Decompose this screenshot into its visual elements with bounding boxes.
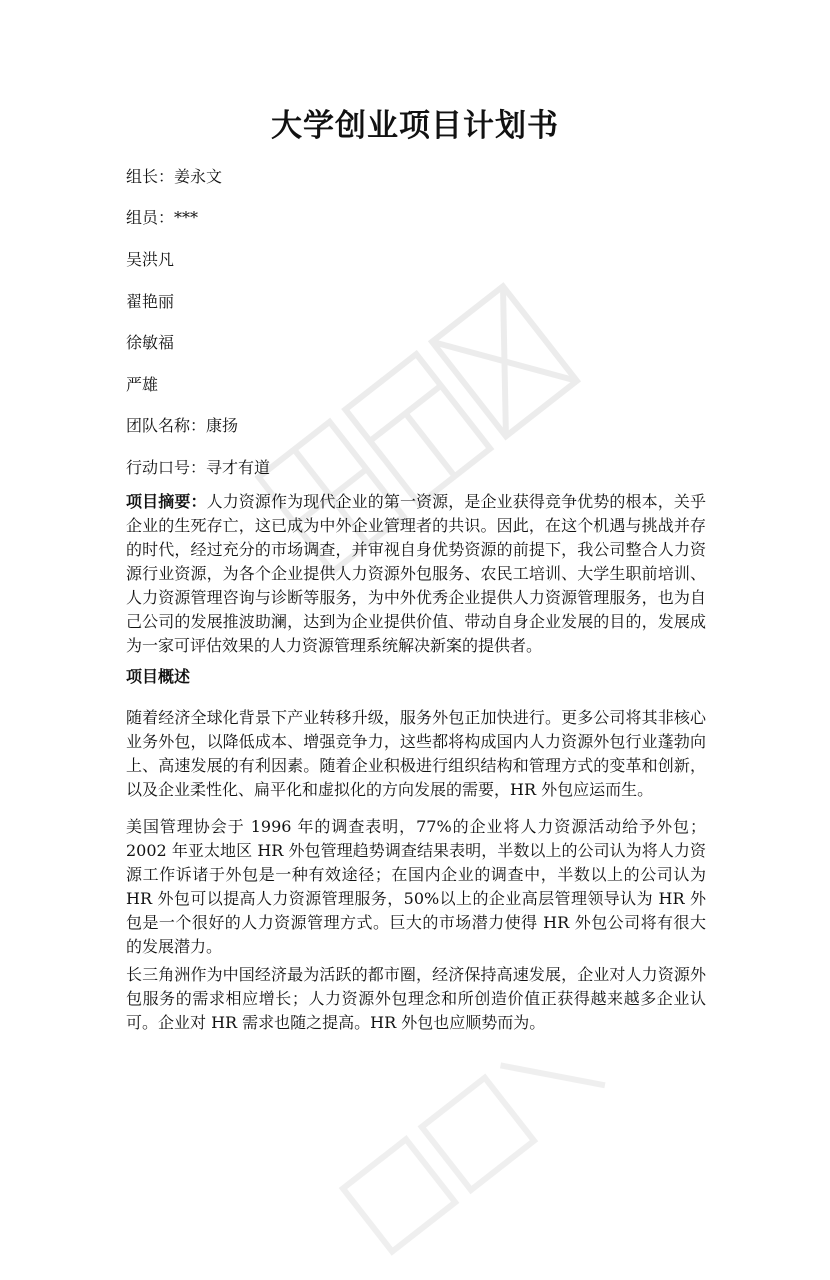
member-name-line: 徐敏福 xyxy=(126,333,175,352)
overview-paragraph: 长三角洲作为中国经济最为活跃的都市圈，经济保持高速发展，企业对人力资源外包服务的需求相应增长；人力资源外包理念和所创造价值正获得越来越多企业认可。企业对 HR 需求也随之提高。HR 外包也应顺势而为。 xyxy=(126,965,706,1032)
slogan-line: 行动口号：寻才有道 xyxy=(126,458,271,477)
watermark-bottom-icon xyxy=(315,1000,625,1279)
member-name-line: 翟艳丽 xyxy=(126,292,175,311)
overview-heading: 项目概述 xyxy=(126,667,191,686)
overview-paragraph: 美国管理协会于 1996 年的调查表明，77%的企业将人力资源活动给予外包；2002 年亚太地区 HR 外包管理趋势调查结果表明，半数以上的公司认为将人力资源工作诉诸于外包是一种有效途径；在国内企业的调查中，半数以上的公司认为 HR 外包可以提高人力资源管理服务，50%以上的企业高层管理领导认为 HR 外包是一个很好的人力资源管理方式。巨大的市场潜力使得 HR 外包公司将有很大的发展潜力。 xyxy=(126,817,706,956)
summary-label: 项目摘要： xyxy=(126,492,207,511)
summary-paragraph xyxy=(126,490,706,658)
member-name-line: 吴洪凡 xyxy=(126,250,175,269)
team-leader-line: 组长：姜永文 xyxy=(126,167,223,186)
team-members-line: 组员：*** xyxy=(126,208,199,227)
overview-paragraph: 随着经济全球化背景下产业转移升级，服务外包正加快进行。更多公司将其非核心业务外包，以降低成本、增强竞争力，这些都将构成国内人力资源外包行业蓬勃向上、高速发展的有利因素。随着企业积极进行组织结构和管理方式的变革和创新，以及企业柔性化、扁平化和虚拟化的方向发展的需要，HR 外包应运而生。 xyxy=(126,708,706,799)
member-name-line: 严雄 xyxy=(126,375,159,394)
team-name-line: 团队名称：康扬 xyxy=(126,416,239,435)
document-title: 大学创业项目计划书 xyxy=(271,108,559,144)
summary-text: 人力资源作为现代企业的第一资源，是企业获得竞争优势的根本，关乎企业的生死存亡，这已成为中外企业管理者的共识。因此，在这个机遇与挑战并存的时代，经过充分的市场调查，并审视自身优势资源的前提下，我公司整合人力资源行业资源，为各个企业提供人力资源外包服务、农民工培训、大学生职前培训、人力资源管理咨询与诊断等服务，为中外优秀企业提供人力资源管理服务，也为自己公司的发展推波助澜，达到为企业提供价值、带动自身企业发展的目的，发展成为一家可评估效果的人力资源管理系统解决新案的提供者。 xyxy=(126,492,706,655)
